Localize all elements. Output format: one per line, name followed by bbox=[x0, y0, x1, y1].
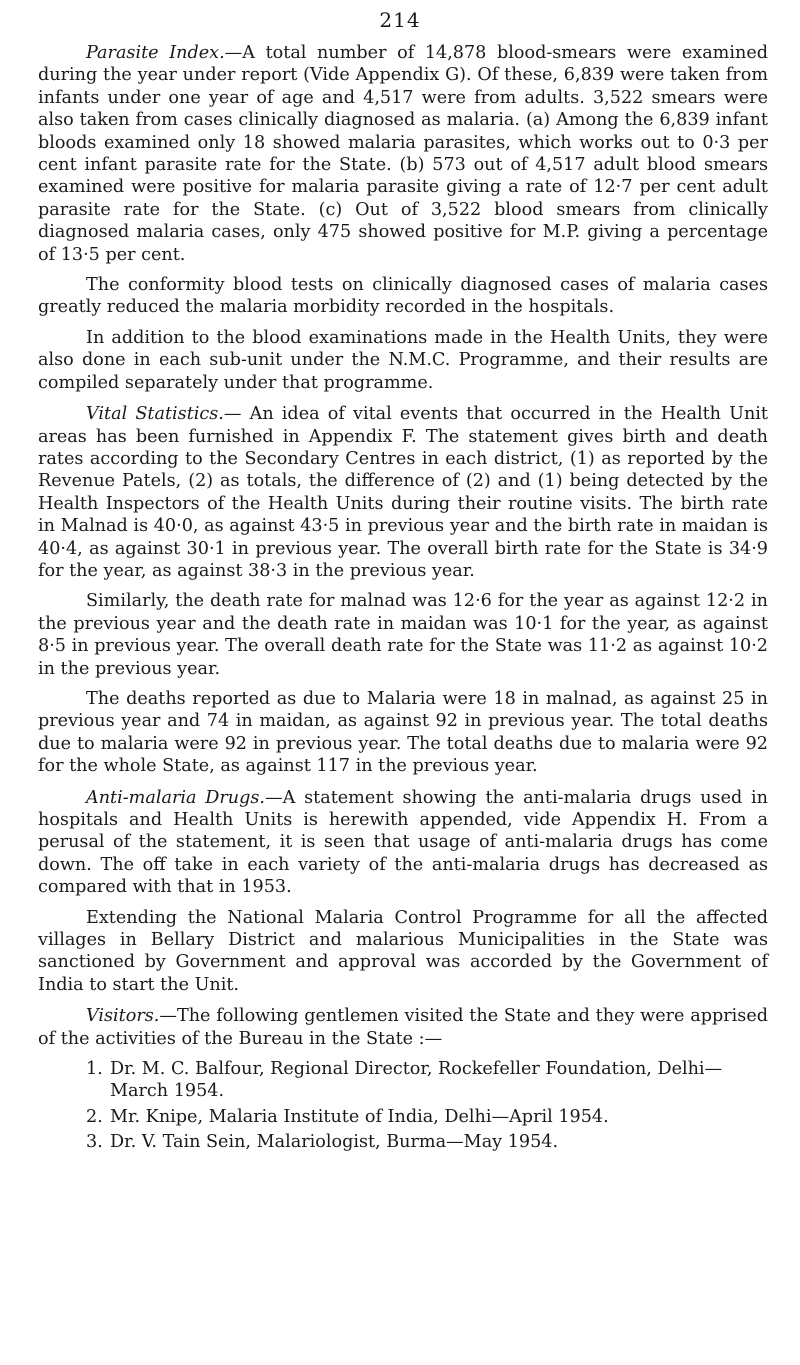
list-item-text: Dr. V. Tain Sein, Malariologist, Burma—May 1954. bbox=[110, 1132, 559, 1153]
page-body bbox=[38, 42, 768, 1157]
text-visitors: —The following gentlemen visited the State and they were apprised of the activities of the Bureau in the State :— bbox=[38, 1006, 768, 1049]
page-number: 214 bbox=[379, 8, 421, 32]
list-item-number: 1. bbox=[86, 1059, 103, 1080]
list-item bbox=[86, 1106, 768, 1128]
list-item-number: 3. bbox=[86, 1132, 103, 1153]
list-item bbox=[86, 1131, 768, 1153]
heading-visitors: Visitors. bbox=[86, 1006, 160, 1027]
visitors-list bbox=[38, 1058, 768, 1154]
list-item bbox=[86, 1058, 768, 1103]
paragraph-nmc-programme: In addition to the blood examinations made in the Health Units, they were also done in each sub-unit under the N.M.C. Programme, and their results are compiled separately under that programme. bbox=[38, 327, 768, 393]
heading-vital-statistics: Vital Statistics. bbox=[86, 404, 224, 425]
paragraph-parasite-index bbox=[38, 42, 768, 266]
paragraph-anti-malaria-drugs bbox=[38, 787, 768, 899]
list-item-number: 2. bbox=[86, 1106, 103, 1127]
text-vital-statistics: — An idea of vital events that occurred in the Health Unit areas has been furnished in Appendix F. The statement gives birth and death rates according to the Secondary Centres in each district, (1) as reported by the Revenue Patels, (2) as totals, the difference of (2) and (1) being detected by the Health Inspectors of the Health Units during their routine visits. The birth rate in Malnad is 40·0, as against 43·5 in previous year and the birth rate in maidan is 40·4, as against 30·1 in previous year. The overall birth rate for the State is 34·9 for the year, as against 38·3 in the previous year. bbox=[38, 404, 768, 581]
list-item-text: Mr. Knipe, Malaria Institute of India, Delhi—April 1954. bbox=[110, 1106, 609, 1127]
heading-anti-malaria-drugs: Anti-malaria Drugs. bbox=[86, 787, 266, 808]
paragraph-death-rate: Similarly, the death rate for malnad was 12·6 for the year as against 12·2 in the previous year and the death rate in maidan was 10·1 for the year, as against 8·5 in previous year. The overall death rate for the State was 11·2 as against 10·2 in the previous year. bbox=[38, 591, 768, 679]
paragraph-nmc-extension: Extending the National Malaria Control Programme for all the affected villages in Bellary District and malarious Municipalities in the State was sanctioned by Government and approval was accorded by the Government of India to start the Unit. bbox=[38, 907, 768, 995]
paragraph-vital-statistics bbox=[38, 403, 768, 582]
paragraph-malaria-deaths: The deaths reported as due to Malaria were 18 in malnad, as against 25 in previous year and 74 in maidan, as against 92 in previous year. The total deaths due to malaria were 92 in previous year. The total deaths due to malaria were 92 for the whole State, as against 117 in the previous year. bbox=[38, 688, 768, 777]
paragraph-conformity-tests: The conformity blood tests on clinically diagnosed cases of malaria cases greatly reduced the malaria morbidity recorded in the hospitals. bbox=[38, 275, 768, 318]
text-anti-malaria-drugs: —A statement showing the anti-malaria drugs used in hospitals and Health Units is herewith appended, vide Appendix H. From a perusal of the statement, it is seen that usage of anti-malaria drugs has come down. The off take in each variety of the anti-malaria drugs has decreased as compared with that in 1953. bbox=[38, 787, 768, 898]
list-item-text: Dr. M. C. Balfour, Regional Director, Rockefeller Foundation, Delhi—March 1954. bbox=[110, 1059, 723, 1102]
text-parasite-index: —A total number of 14,878 blood-smears were examined during the year under report (Vide Appendix G). Of these, 6,839 were taken from infants under one year of age and 4,517 were from adults. 3,522 smears were also taken from cases clinically diagnosed as malaria. (a) Among the 6,839 infant bloods examined only 18 showed malaria parasites, which works out to 0·3 per cent infant parasite rate for the State. (b) 573 out of 4,517 adult blood smears examined were positive for malaria parasite giving a rate of 12·7 per cent adult parasite rate for the State. (c) Out of 3,522 blood smears from clinically diagnosed malaria cases, only 475 showed positive for M.P. giving a percentage of 13·5 per cent. bbox=[38, 43, 768, 265]
heading-parasite-index: Parasite Index. bbox=[86, 43, 225, 63]
paragraph-visitors bbox=[38, 1005, 768, 1050]
